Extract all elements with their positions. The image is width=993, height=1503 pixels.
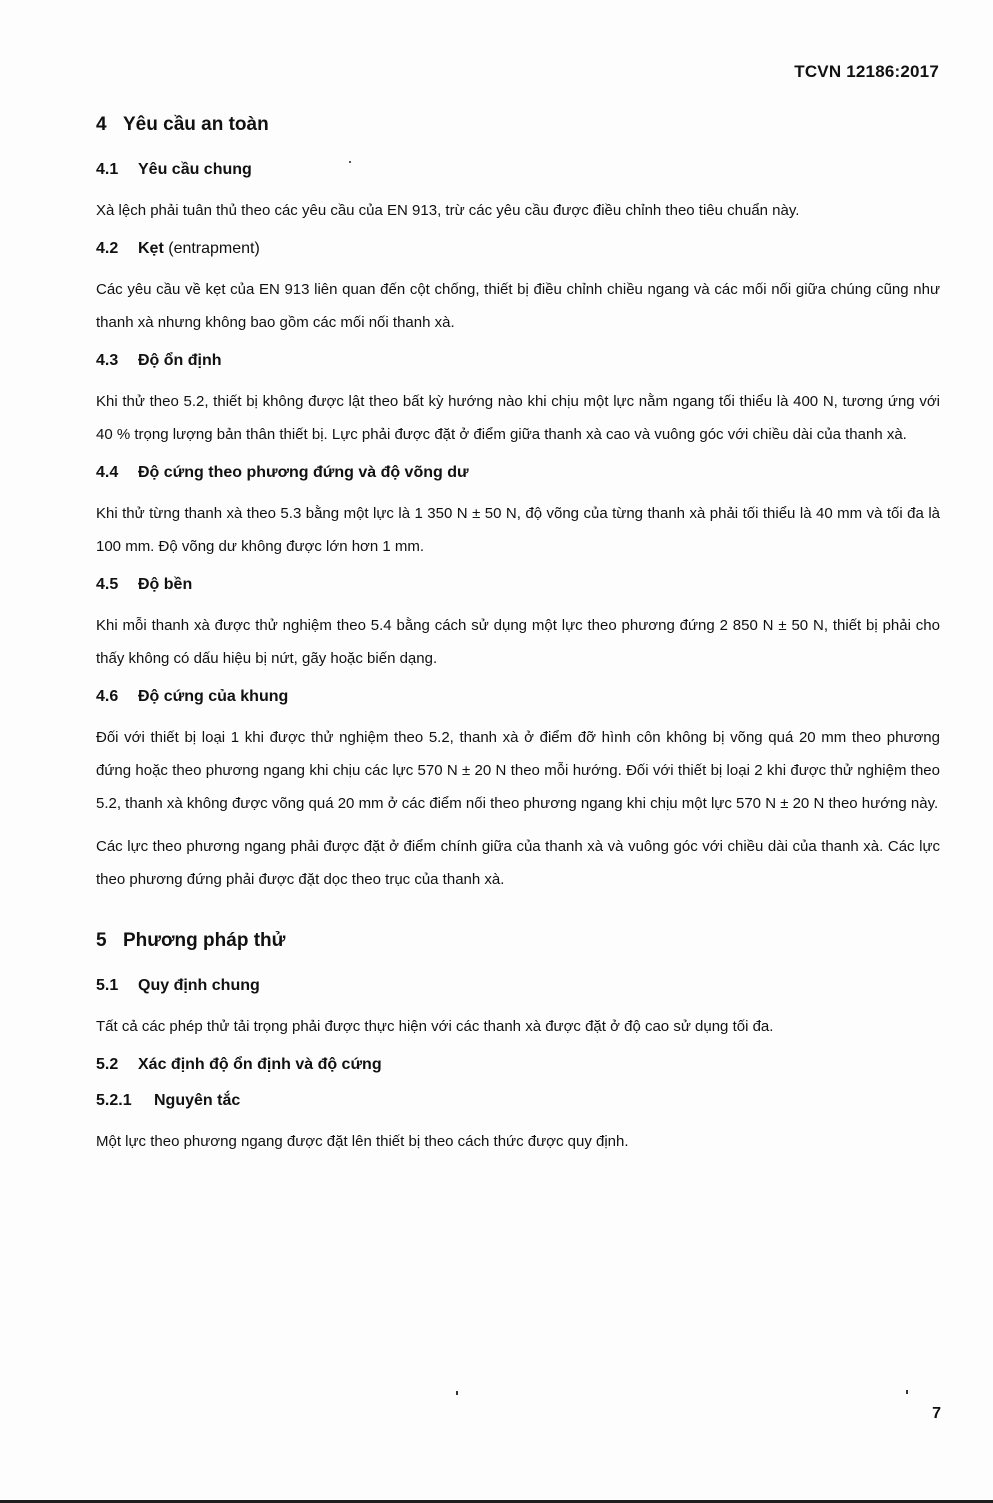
subsection-title: Độ bền (138, 576, 193, 593)
subsection-4-1-heading (96, 158, 940, 182)
document-code: TCVN 12186:2017 (794, 62, 939, 81)
subsection-title: Nguyên tắc (154, 1092, 241, 1109)
section-number: 5 (96, 930, 107, 951)
subsection-number: 5.1 (96, 977, 119, 994)
section-title: Phương pháp thử (123, 930, 286, 951)
subsection-title: Yêu cầu chung (138, 161, 252, 178)
paragraph-4-6-a: Đối với thiết bị loại 1 khi được thử nghiệm theo 5.2, thanh xà ở điểm đỡ hình côn không bị võng quá 20 mm theo phương đứng hoặc theo phương ngang khi chịu các lực 570 N ± 20 N theo mỗi hướng. Đối với thiết bị loại 2 khi được thử nghiệm theo 5.2, thanh xà không được võng quá 20 mm ở các điểm nối theo phương ngang khi chịu một lực 570 N ± 20 N theo hướng này. (96, 729, 940, 812)
subsection-5-2-1-heading (96, 1089, 940, 1113)
subsection-title: Quy định chung (138, 977, 260, 994)
subsection-number: 4.6 (96, 688, 119, 705)
section-number: 4 (96, 114, 107, 135)
section-4-heading (96, 112, 940, 138)
subsection-5-2-heading (96, 1053, 940, 1077)
subsection-number: 4.1 (96, 161, 119, 178)
paragraph-5-1: Tất cả các phép thử tải trọng phải được thực hiện với các thanh xà được đặt ở độ cao sử dụng tối đa. (96, 1018, 774, 1035)
subsection-title: Độ cứng theo phương đứng và độ võng dư (138, 464, 469, 481)
paragraph-4-2: Các yêu cầu về kẹt của EN 913 liên quan đến cột chống, thiết bị điều chỉnh chiều ngang và các mối nối giữa chúng cũng như thanh xà nhưng không bao gồm các mối nối thanh xà. (96, 281, 940, 331)
subsection-4-3-heading (96, 349, 940, 373)
paragraph-4-3: Khi thử theo 5.2, thiết bị không được lật theo bất kỳ hướng nào khi chịu một lực nằm ngang tối thiểu là 400 N, tương ứng với 40 % trọng lượng bản thân thiết bị. Lực phải được đặt ở điểm giữa thanh xà cao và vuông góc với chiều dài của thanh xà. (96, 393, 940, 443)
subsection-number: 4.2 (96, 240, 119, 257)
section-title: Yêu cầu an toàn (123, 114, 269, 135)
paragraph-5-2-1: Một lực theo phương ngang được đặt lên thiết bị theo cách thức được quy định. (96, 1133, 629, 1150)
paragraph-4-6-b: Các lực theo phương ngang phải được đặt ở điểm chính giữa của thanh xà và vuông góc với chiều dài của thanh xà. Các lực theo phương đứng phải được đặt dọc theo trục của thanh xà. (96, 838, 940, 888)
scan-mark (456, 1391, 458, 1395)
paragraph-4-4: Khi thử từng thanh xà theo 5.3 bằng một lực là 1 350 N ± 50 N, độ võng của từng thanh xà phải tối thiểu là 40 mm và tối đa là 100 mm. Độ võng dư không được lớn hơn 1 mm. (96, 505, 940, 555)
page-number: 7 (932, 1405, 941, 1422)
scan-mark (906, 1390, 908, 1394)
subsection-4-2-heading (96, 237, 940, 261)
paragraph-4-1: Xà lệch phải tuân thủ theo các yêu cầu của EN 913, trừ các yêu cầu được điều chỉnh theo tiêu chuẩn này. (96, 202, 800, 219)
subsection-title-note: (entrapment) (168, 240, 260, 257)
paragraph-4-5: Khi mỗi thanh xà được thử nghiệm theo 5.4 bằng cách sử dụng một lực theo phương đứng 2 850 N ± 50 N, thiết bị phải cho thấy không có dấu hiệu bị nứt, gãy hoặc biến dạng. (96, 617, 940, 667)
subsection-number: 4.5 (96, 576, 119, 593)
subsection-title: Độ ổn định (138, 352, 222, 369)
document-body (96, 112, 940, 1168)
subsection-5-1-heading (96, 974, 940, 998)
section-5-heading (96, 928, 940, 954)
subsection-title: Độ cứng của khung (138, 688, 289, 705)
subsection-title: Kẹt (138, 240, 164, 257)
subsection-number: 4.4 (96, 464, 119, 481)
subsection-4-5-heading (96, 573, 940, 597)
subsection-4-4-heading (96, 461, 940, 485)
subsection-number: 4.3 (96, 352, 119, 369)
subsection-4-6-heading (96, 685, 940, 709)
subsection-number: 5.2 (96, 1056, 119, 1073)
subsection-title: Xác định độ ổn định và độ cứng (138, 1056, 382, 1073)
subsection-number: 5.2.1 (96, 1092, 132, 1109)
